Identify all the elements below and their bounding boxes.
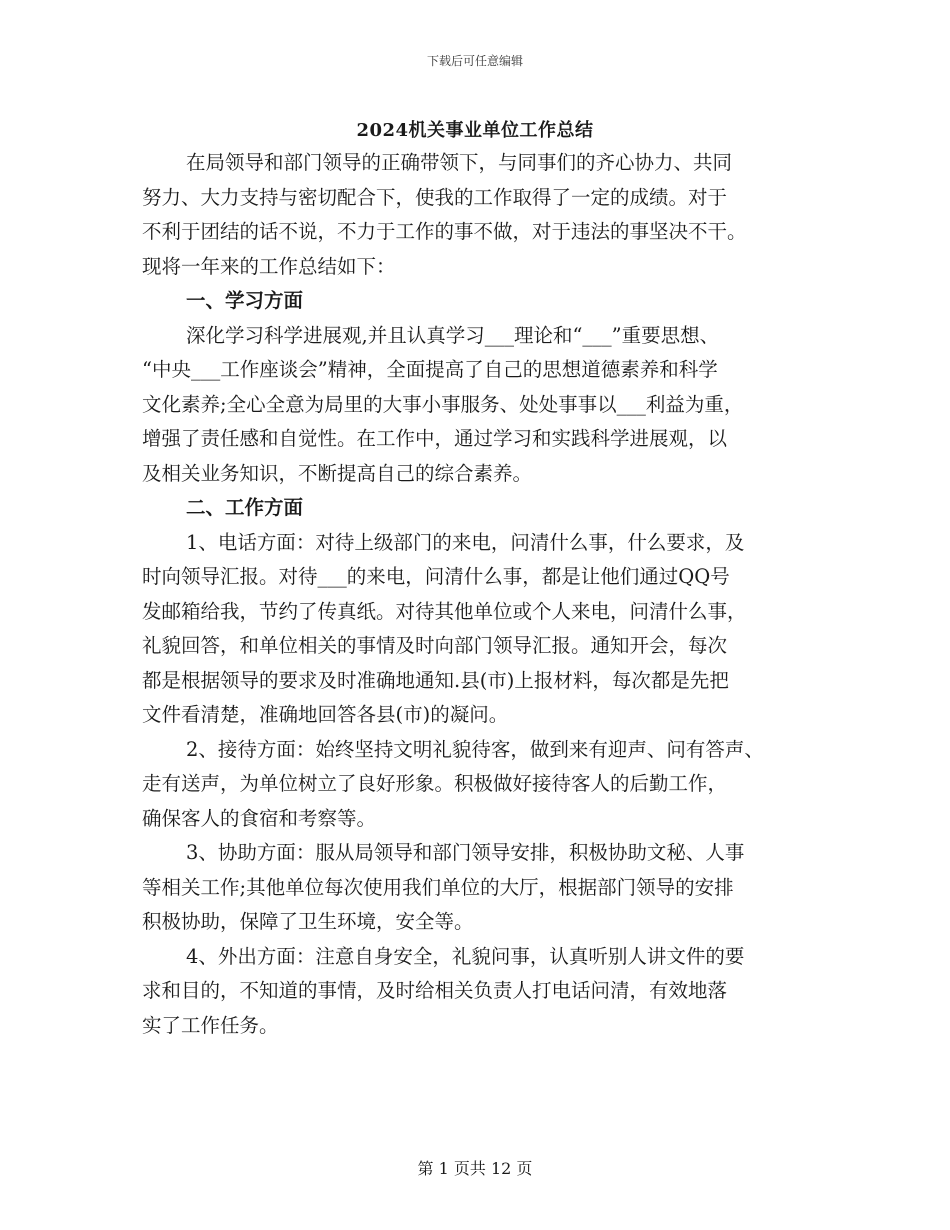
paragraph-line: “中央___工作座谈会”精神，全面提高了自己的思想道德素养和科学 — [142, 358, 718, 381]
paragraph-line: 努力、大力支持与密切配合下，使我的工作取得了一定的成绩。对于 — [142, 185, 728, 209]
paragraph-line: 都是根据领导的要求及时准确地通知.县(市)上报材料，每次都是先把 — [142, 668, 729, 692]
paragraph-line: 求和目的，不知道的事情，及时给相关负责人打电话问清，有效地落 — [142, 979, 728, 1002]
paragraph-line: 实了工作任务。 — [142, 1013, 279, 1037]
paragraph-line: 现将一年来的工作总结如下： — [142, 254, 396, 278]
paragraph-line: 不利于团结的话不说，不力于工作的事不做，对于违法的事坚决不干。 — [142, 220, 747, 243]
paragraph-line: 文件看清楚，准确地回答各县(市)的凝问。 — [142, 703, 509, 726]
paragraph-line: 及相关业务知识，不断提高自己的综合素养。 — [142, 461, 533, 485]
paragraph-line: 文化素养;全心全意为局里的大事小事服务、处处事事以___利益为重， — [142, 392, 744, 416]
page-number-footer: 第 1 页共 12 页 — [417, 1159, 533, 1178]
paragraph-line: 增强了责任感和自觉性。在工作中，通过学习和实践科学进展观，以 — [142, 427, 728, 450]
section-heading-work: 二、工作方面 — [186, 496, 304, 519]
paragraph-line: 礼貌回答，和单位相关的事情及时向部门领导汇报。通知开会，每次 — [142, 634, 728, 657]
paragraph-line: 时向领导汇报。对待___的来电，问清什么事，都是让他们通过QQ号 — [142, 565, 730, 588]
document-title: 2024机关事业单位工作总结 — [356, 120, 594, 141]
header-note: 下载后可任意编辑 — [426, 54, 523, 68]
paragraph-line: 3、协助方面：服从局领导和部门领导安排，积极协助文秘、人事 — [186, 841, 745, 864]
section-heading-study: 一、学习方面 — [186, 289, 304, 312]
paragraph-line: 2、接待方面：始终坚持文明礼貌待客，做到来有迎声、问有答声、 — [186, 737, 764, 761]
paragraph-line: 积极协助，保障了卫生环境，安全等。 — [142, 910, 474, 933]
paragraph-line: 深化学习科学进展观,并且认真学习___理论和“___”重要思想、 — [186, 323, 720, 347]
paragraph-line: 确保客人的食宿和考察等。 — [142, 806, 377, 830]
paragraph-line: 发邮箱给我，节约了传真纸。对待其他单位或个人来电，问清什么事， — [142, 599, 747, 623]
document-body — [142, 146, 822, 1043]
paragraph-line: 1、电话方面：对待上级部门的来电，问清什么事，什么要求，及 — [186, 530, 745, 554]
paragraph-line: 走有送声，为单位树立了良好形象。积极做好接待客人的后勤工作， — [142, 772, 728, 795]
paragraph-line: 等相关工作;其他单位每次使用我们单位的大厅，根据部门领导的安排 — [142, 875, 734, 899]
paragraph-line: 4、外出方面：注意自身安全，礼貌问事，认真听别人讲文件的要 — [186, 944, 745, 968]
paragraph-line: 在局领导和部门领导的正确带领下，与同事们的齐心协力、共同 — [186, 151, 733, 174]
